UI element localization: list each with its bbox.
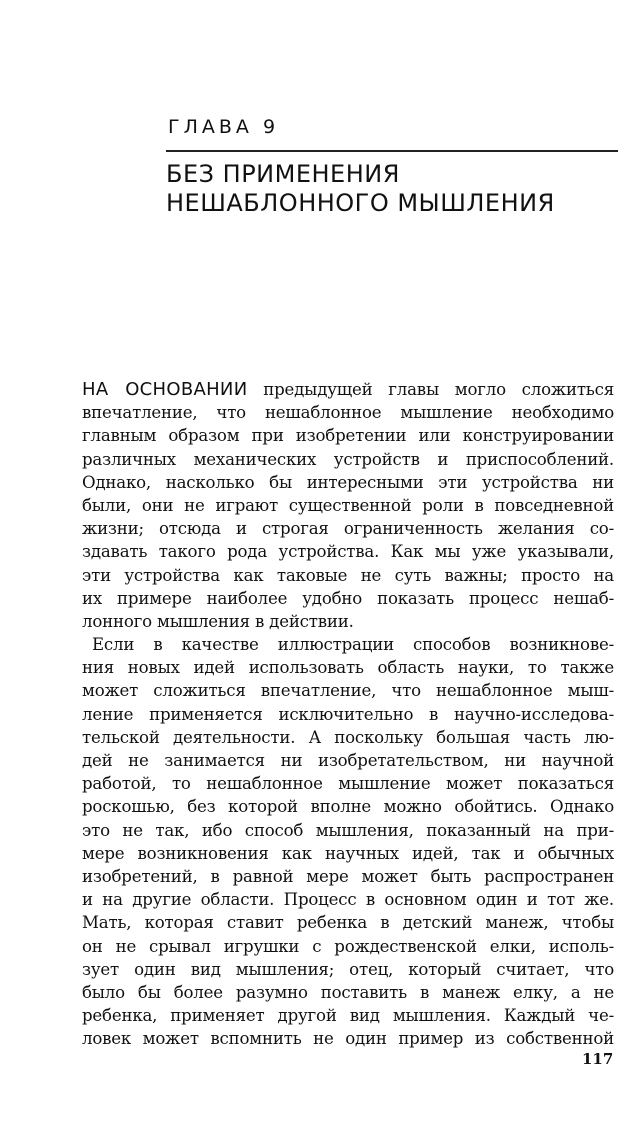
chapter-title-line-2: НЕШАБЛОННОГО МЫШЛЕНИЯ [166, 189, 555, 217]
text-line: были, они не играют существенной роли в повседневной [82, 495, 614, 515]
chapter-title-line-1: БЕЗ ПРИМЕНЕНИЯ [166, 160, 400, 188]
text-line: различных механических устройств и приспособлений. [82, 449, 614, 469]
text-line: ление применяется исключительно в научно-исследова- [82, 704, 614, 724]
text-line: их примере наиболее удобно показать процесс нешаб- [82, 588, 614, 608]
text-line: дей не занимается ни изобретательством, ни научной [82, 751, 614, 770]
text-line: было бы более разумно поставить в манеж елку, а не [82, 982, 614, 1002]
text-line: он не срывал игрушки с рождественской елки, исполь- [82, 936, 614, 956]
chapter-label: ГЛАВА 9 [168, 116, 280, 138]
text-line: мере возникновения как научных идей, так и обычных [82, 843, 614, 863]
text-line: впечатление, что нешаблонное мышление необходимо [82, 403, 614, 423]
text-line: лонного мышления в действии. [82, 611, 354, 631]
text-line: ния новых идей использовать область науки, то также [82, 658, 614, 678]
text-line: зует один вид мышления; отец, который считает, что [82, 959, 614, 979]
page-number: 117 [582, 1050, 614, 1068]
text-line: может сложиться впечатление, что нешаблонное мыш- [82, 681, 614, 701]
text-line: Если в качестве иллюстрации способов возникнове- [92, 635, 614, 655]
text-line: и на другие области. Процесс в основном один и тот же. [82, 890, 614, 910]
body-text [82, 378, 614, 1050]
text-line: Мать, которая ставит ребенка в детский манеж, чтобы [82, 913, 614, 933]
text-line: здавать такого рода устройства. Как мы уже указывали, [82, 542, 614, 562]
text-line: ловек может вспомнить не один пример из собственной [82, 1029, 614, 1049]
text-line-rest: предыдущей главы могло сложиться [247, 380, 614, 399]
text-line: главным образом при изобретении или конструировании [82, 426, 614, 446]
text-line: ребенка, применяет другой вид мышления. Каждый че- [82, 1006, 614, 1026]
text-line: роскошью, без которой вполне можно обойтись. Однако [82, 797, 614, 817]
chapter-title [166, 160, 555, 218]
text-line: жизни; отсюда и строгая ограниченность желания со- [82, 519, 614, 539]
text-line: работой, то нешаблонное мышление может показаться [82, 774, 614, 794]
text-line: это не так, ибо способ мышления, показанный на при- [82, 820, 614, 840]
text-line [82, 378, 614, 401]
text-line: изобретений, в равной мере может быть распространен [82, 866, 614, 886]
text-line: Однако, насколько бы интересными эти устройства ни [82, 472, 614, 492]
text-line: тельской деятельности. А поскольку большая часть лю- [82, 727, 614, 747]
lead-in: НА ОСНОВАНИИ [82, 379, 248, 400]
text-line: эти устройства как таковые не суть важны; просто на [82, 565, 614, 585]
chapter-rule [166, 150, 618, 152]
